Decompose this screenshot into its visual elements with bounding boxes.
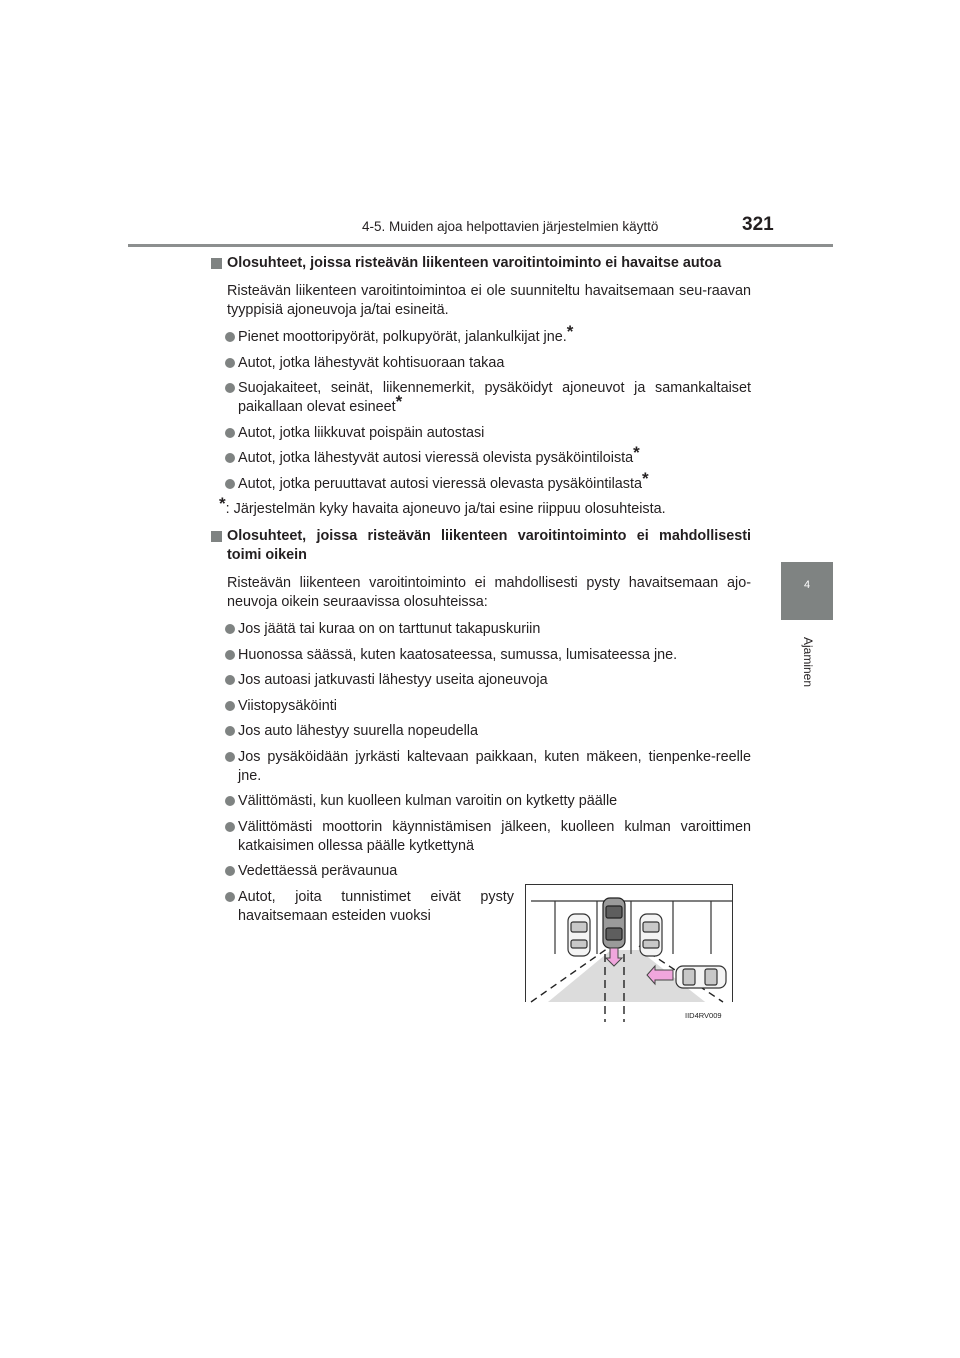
list-item: Autot, joita tunnistimet eivät pysty havaitsemaan esteiden vuoksi bbox=[211, 888, 514, 926]
bullet-icon bbox=[225, 358, 235, 368]
list-item: Viistopysäköinti bbox=[211, 697, 751, 716]
list-item: Jos jäätä tai kuraa on on tarttunut takapuskuriin bbox=[211, 620, 751, 639]
bullet-icon bbox=[225, 675, 235, 685]
list-item: Autot, jotka lähestyvät autosi vieressä olevista pysäköintiloista* bbox=[211, 449, 751, 468]
square-bullet-icon bbox=[211, 258, 222, 269]
bullet-icon bbox=[225, 866, 235, 876]
section-heading-not-detected: Olosuhteet, joissa risteävän liikenteen varoitintoiminto ei havaitse autoa bbox=[211, 254, 751, 273]
bullet-icon bbox=[225, 383, 235, 393]
bullet-icon bbox=[225, 892, 235, 902]
footnote-star: * bbox=[633, 443, 640, 462]
bullet-icon bbox=[225, 701, 235, 711]
parked-car-right bbox=[640, 914, 662, 956]
chapter-label: Ajaminen bbox=[801, 636, 815, 688]
parking-lot-illustration bbox=[525, 884, 733, 1022]
list-item: Välittömästi moottorin käynnistämisen jälkeen, kuolleen kulman varoittimen katkaisimen ollessa päälle kytkettynä bbox=[211, 818, 751, 856]
bullet-icon bbox=[225, 479, 235, 489]
list-item: Vedettäessä perävaunua bbox=[211, 862, 751, 881]
section1-intro: Risteävän liikenteen varoitintoimintoa ei ole suunniteltu havaitsemaan seu-raavan tyyppisiä ajoneuvoja ja/tai esineitä. bbox=[227, 283, 751, 318]
bullet-icon bbox=[225, 796, 235, 806]
bullet-icon bbox=[225, 332, 235, 342]
bullet-icon bbox=[225, 428, 235, 438]
figure-code: IID4RV009 bbox=[685, 1011, 722, 1020]
chapter-number: 4 bbox=[803, 579, 811, 591]
section2-intro: Risteävän liikenteen varoitintoiminto ei mahdollisesti pysty havaitsemaan ajo-neuvoja oikein seuraavissa olosuhteissa: bbox=[227, 575, 751, 610]
list-item: Autot, jotka peruuttavat autosi vieressä olevasta pysäköintilasta* bbox=[211, 475, 751, 494]
list-item: Jos autoasi jatkuvasti lähestyy useita ajoneuvoja bbox=[211, 671, 751, 690]
header-divider bbox=[128, 244, 833, 247]
square-bullet-icon bbox=[211, 531, 222, 542]
bullet-icon bbox=[225, 624, 235, 634]
list-item: Suojakaiteet, seinät, liikennemerkit, pysäköidyt ajoneuvot ja samankaltaiset paikallaan olevat esineet* bbox=[211, 379, 751, 417]
footnote-star: * bbox=[395, 392, 403, 411]
list-item: Autot, jotka liikkuvat poispäin autostasi bbox=[211, 424, 751, 443]
page-content bbox=[211, 254, 751, 932]
bullet-icon bbox=[225, 822, 235, 832]
reversing-car bbox=[676, 966, 726, 988]
footnote: *: Järjestelmän kyky havaita ajoneuvo ja/tai esine riippuu olosuhteista. bbox=[219, 494, 666, 517]
footnote-star: * bbox=[566, 322, 574, 341]
footnote-star: * bbox=[219, 494, 226, 513]
list-item: Jos pysäköidään jyrkästi kaltevaan paikkaan, kuten mäkeen, tienpenke-reelle jne. bbox=[211, 748, 751, 786]
chapter-tab bbox=[781, 562, 833, 620]
page-number: 321 bbox=[742, 214, 774, 235]
own-car bbox=[603, 898, 625, 948]
list-item: Välittömästi, kun kuolleen kulman varoitin on kytketty päälle bbox=[211, 792, 751, 811]
bullet-icon bbox=[225, 726, 235, 736]
parked-car-left bbox=[568, 914, 590, 956]
header-section-title: 4-5. Muiden ajoa helpottavien järjestelmien käyttö bbox=[362, 219, 659, 234]
footnote-star: * bbox=[641, 468, 649, 488]
list-item: Autot, jotka lähestyvät kohtisuoraan takaa bbox=[211, 354, 751, 373]
list-item: Pienet moottoripyörät, polkupyörät, jalankulkijat jne.* bbox=[211, 328, 751, 347]
bullet-icon bbox=[225, 752, 235, 762]
bullet-icon bbox=[225, 453, 235, 463]
list-item: Huonossa säässä, kuten kaatosateessa, sumussa, lumisateessa jne. bbox=[211, 646, 751, 665]
list-item: Jos auto lähestyy suurella nopeudella bbox=[211, 722, 751, 741]
chapter-side-label bbox=[800, 630, 816, 700]
section-heading-may-not-work: Olosuhteet, joissa risteävän liikenteen varoitintoiminto ei mahdollisesti toimi oikein bbox=[211, 527, 751, 565]
bullet-icon bbox=[225, 650, 235, 660]
